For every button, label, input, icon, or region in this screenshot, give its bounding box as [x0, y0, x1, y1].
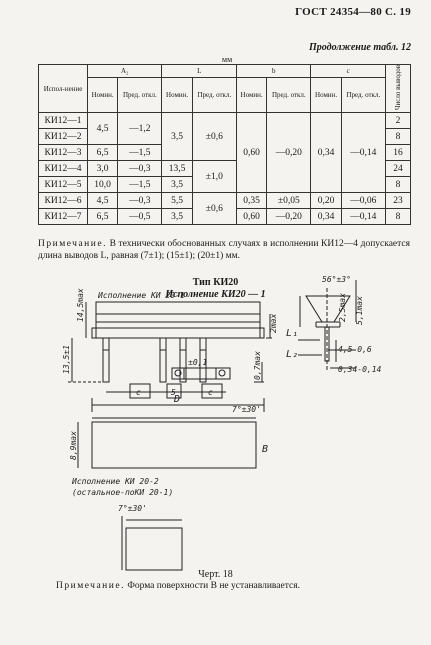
- dim-B: B: [262, 444, 269, 455]
- unit-label: мм: [222, 55, 233, 64]
- dim-4-5: 4,5-0,6: [338, 345, 372, 354]
- col-b: b: [236, 65, 310, 78]
- sub-tol: Пред. откл.: [192, 78, 236, 113]
- col-execution: Испол-нение: [39, 65, 88, 113]
- page-header: ГОСТ 24354—80 С. 19: [295, 6, 411, 18]
- dim-L2: L₂: [286, 349, 299, 360]
- label-ki20-1: Исполнение КИ 20-1: [98, 291, 185, 300]
- lead: [160, 338, 166, 382]
- bottom-view: [92, 422, 256, 468]
- dim-angle-3: 7°±30': [118, 504, 147, 513]
- dim-angle-56: 56°±3°: [322, 275, 351, 284]
- col-a2: A₂: [88, 65, 162, 78]
- dim-14-5: 14,5max: [76, 288, 85, 322]
- note-2-label: Примечание.: [56, 581, 125, 591]
- col-l: L: [162, 65, 236, 78]
- ki20-2-body: [126, 528, 182, 570]
- note-1-text: В технически обоснованных случаях в исполнении КИ12—4 допускается длина выводов L, равная (7±1); (15±1); (20±1) мм.: [38, 239, 411, 261]
- component-body: [96, 302, 260, 338]
- dim-tol: ±0,1: [188, 358, 208, 367]
- dim-5-1: 5,1max: [355, 296, 364, 325]
- table-row: КИ12—3 6,5 —1,5 16: [39, 145, 411, 161]
- label-ki20-2-sub: (остальное-поКИ 20-1): [72, 488, 174, 497]
- col-pins: Число выводов: [386, 65, 411, 113]
- figure-caption: Черт. 18: [198, 569, 233, 580]
- sub-tol: Пред. откл.: [341, 78, 385, 113]
- dim-c-left: c: [136, 388, 141, 397]
- sub-tol: Пред. откл.: [267, 78, 311, 113]
- dim-5: 5: [171, 388, 176, 397]
- table-row: КИ12—6 4,5 —0,3 5,5 ±0,6 0,35 ±0,05 0,20 —0,06 23: [39, 193, 411, 209]
- note-2-text: Форма поверхности B не устанавливается.: [127, 581, 300, 591]
- dim-angle-1: 7°±30': [232, 405, 261, 414]
- dim-0-7: 0,7max: [253, 351, 262, 380]
- dim-L1: L₁: [286, 328, 299, 339]
- lead: [103, 338, 109, 382]
- dim-c-right: c: [208, 388, 213, 397]
- execution-title: Исполнение КИ20 — 1: [165, 289, 266, 300]
- sub-tol: Пред. откл.: [118, 78, 162, 113]
- table-row: КИ12—5 10,0 —1,5 3,5 8: [39, 177, 411, 193]
- dim-2max: 2max: [269, 313, 278, 333]
- table-row: КИ12—7 6,5 —0,5 3,5 0,60 —0,20 0,34 —0,14 8: [39, 209, 411, 225]
- body-base: [92, 328, 264, 338]
- dim-8: 8,9max: [69, 431, 78, 460]
- dim-D: D: [174, 394, 181, 405]
- type-title: Тип КИ20: [192, 277, 239, 288]
- table-continuation: Продолжение табл. 12: [308, 42, 411, 53]
- note-2: [56, 581, 300, 591]
- note-1-label: Примечание.: [38, 239, 107, 249]
- dim-13-5: 13,5±1: [62, 345, 71, 374]
- lead: [180, 338, 186, 382]
- table-row: КИ12—1 4,5 —1,2 3,5 ±0,6 0,60 —0,20 0,34 —0,14 2: [39, 113, 411, 129]
- sub-nom: Номин.: [311, 78, 341, 113]
- dim-2-5: 2,5max: [338, 293, 347, 322]
- label-ki20-2: Исполнение КИ 20-2: [72, 477, 159, 486]
- sub-nom: Номин.: [162, 78, 192, 113]
- sub-nom: Номин.: [236, 78, 266, 113]
- table-row: КИ12—2 8: [39, 129, 411, 145]
- sub-nom: Номин.: [88, 78, 118, 113]
- col-c: c: [311, 65, 386, 78]
- table-row: КИ12—4 3,0 —0,3 13,5 ±1,0 24: [39, 161, 411, 177]
- dim-0-34: 0,34-0,14: [338, 365, 382, 374]
